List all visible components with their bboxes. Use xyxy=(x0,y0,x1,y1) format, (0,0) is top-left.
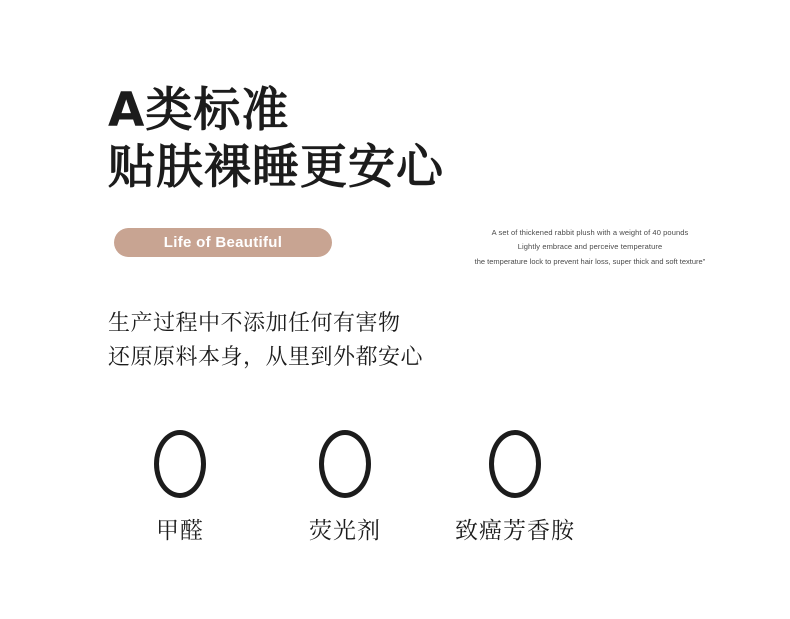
subcopy-block xyxy=(108,307,423,375)
english-line-3: the temperature lock to prevent hair loss, super thick and soft texture" xyxy=(474,256,706,266)
free-of-list xyxy=(100,430,700,560)
page-title xyxy=(108,83,444,195)
list-item xyxy=(100,430,260,545)
list-item-label: 甲醛 xyxy=(156,518,204,544)
list-item-label: 荧光剂 xyxy=(309,518,381,544)
tag-label: Life of Beautiful xyxy=(163,234,283,251)
ellipse-outline-icon xyxy=(319,430,371,498)
english-line-2: Lightly embrace and perceive temperature xyxy=(517,242,663,252)
headline-line-1: A类标准 xyxy=(108,83,290,138)
ellipse-outline-icon xyxy=(489,430,541,498)
english-subtext xyxy=(455,226,725,269)
status-badge xyxy=(114,228,332,257)
list-item xyxy=(420,430,610,545)
subcopy-line-1: 生产过程中不添加任何有害物 xyxy=(108,311,401,336)
list-item-label: 致癌芳香胺 xyxy=(455,518,575,544)
english-line-1: A set of thickened rabbit plush with a weight of 40 pounds xyxy=(491,228,689,237)
subcopy-line-2: 还原原料本身，从里到外都安心 xyxy=(108,345,424,371)
ellipse-outline-icon xyxy=(154,430,206,498)
headline-line-2: 贴肤裸睡更安心 xyxy=(108,139,444,195)
list-item xyxy=(265,430,425,545)
